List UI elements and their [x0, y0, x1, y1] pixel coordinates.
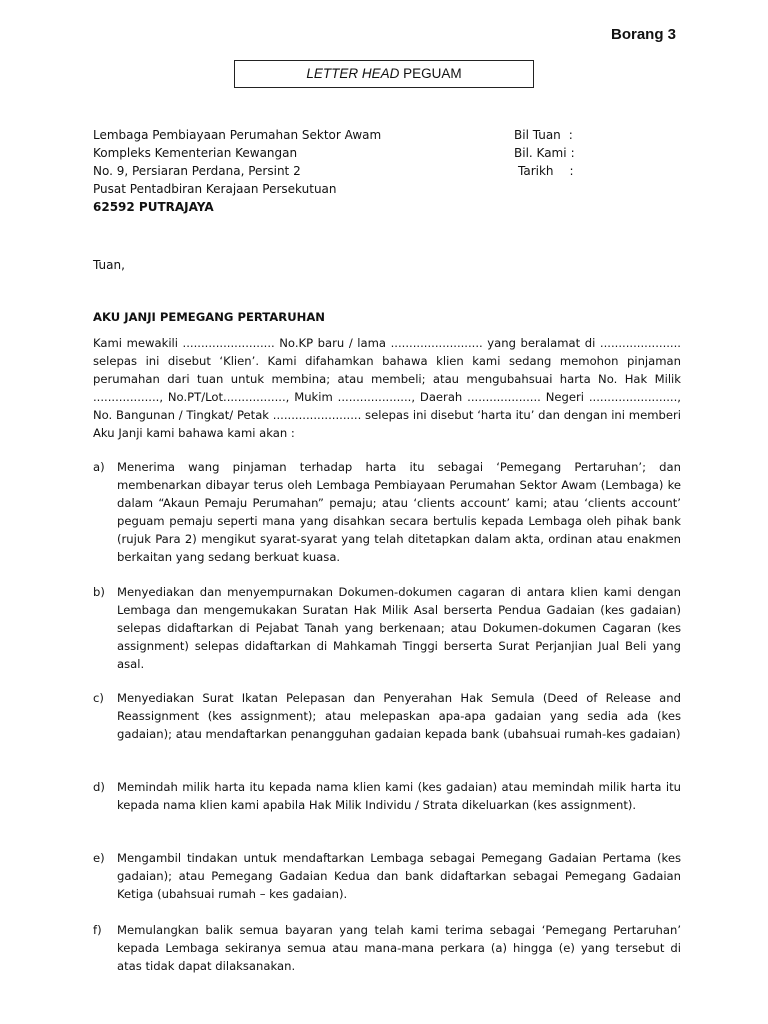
- ref-row-bil-tuan: [514, 126, 575, 144]
- salutation: Tuan,: [93, 258, 125, 272]
- clause-text: Menerima wang pinjaman terhadap harta itu sebagai ‘Pemegang Pertaruhan’; dan membenarkan dibayar terus oleh Lembaga Pembiayaan Perumahan Sektor Awam (Lembaga) ke dalam “Akaun Pemaju Perumahan” pemaju; atau ‘clients account’ kami; atau ‘clients account’ peguam pemaju seperti mana yang disahkan secara bertulis kepada Lembaga oleh pihak bank (rujuk Para 2) mengikut syarat-syarat yang telah ditetapkan dalam akta, ordinan atau enakmen berkaitan yang sedang berkuat kuasa.: [117, 460, 681, 564]
- clause-c: [93, 689, 681, 743]
- recipient-address-line: No. 9, Persiaran Perdana, Persint 2: [93, 164, 301, 178]
- clause-text: Memulangkan balik semua bayaran yang telah kami terima sebagai ‘Pemegang Pertaruhan’ kepada Lembaga sekiranya semua atau mana-mana perkara (a) hingga (e) yang tersebut di atas tidak dapat dilaksanakan.: [117, 923, 681, 973]
- recipient-address-line: Pusat Pentadbiran Kerajaan Persekutuan: [93, 182, 337, 196]
- letterhead-italic-text: LETTER HEAD: [306, 66, 400, 81]
- recipient-address: [93, 126, 381, 216]
- intro-paragraph: Kami mewakili ......................... No.KP baru / lama ......................... yang beralamat di ...................... selepas ini disebut ‘Klien’. Kami difahamkan bahawa klien kami sedang memohon pinjaman perumahan dari tuan untuk membina; atau membeli; atau mengubahsuai harta No. Hak Milik .................., No.PT/Lot................., Mukim ...................., Daerah .................... Negeri ........................, No. Bangunan / Tingkat/ Petak ........................ selepas ini disebut ‘harta itu’ dan dengan ini memberi Aku Janji kami bahawa kami akan :: [93, 336, 681, 440]
- recipient-address-line: Kompleks Kementerian Kewangan: [93, 146, 298, 160]
- bil-tuan-colon: :: [568, 128, 573, 142]
- clause-a: [93, 458, 681, 566]
- tarikh-colon: :: [569, 164, 574, 178]
- ref-row-bil-kami: [514, 144, 575, 162]
- clause-marker: b): [93, 585, 105, 599]
- clause-marker: c): [93, 691, 104, 705]
- letterhead-rest-text: PEGUAM: [399, 66, 462, 81]
- clause-marker: a): [93, 460, 105, 474]
- letterhead-placeholder-box: [234, 60, 534, 88]
- clause-f: [93, 921, 681, 975]
- bil-tuan-label: Bil Tuan: [514, 128, 561, 142]
- clause-text: Menyediakan Surat Ikatan Pelepasan dan Penyerahan Hak Semula (Deed of Release and Reassignment (kes assignment); atau melepaskan apa-apa gadaian yang sedia ada (kes gadaian); atau mendaftarkan penangguhan gadaian kepada bank (ubahsuai rumah-kes gadaian): [117, 691, 681, 741]
- tarikh-label: Tarikh: [518, 164, 554, 178]
- clause-marker: d): [93, 780, 105, 794]
- clause-text: Menyediakan dan menyempurnakan Dokumen-dokumen cagaran di antara klien kami dengan Lembaga dan mengemukakan Suratan Hak Milik Asal berserta Pendua Gadaian (kes gadaian) selepas didaftarkan di Pejabat Tanah yang berkenaan; atau Dokumen-dokumen Cagaran (kes assignment) selepas didaftarkan di Mahkamah Tinggi berserta Surat Perjanjian Jual Beli yang asal.: [117, 585, 681, 671]
- reference-block: [514, 126, 575, 180]
- form-number-label: Borang 3: [610, 26, 676, 43]
- clause-marker: f): [93, 923, 102, 937]
- recipient-address-line: Lembaga Pembiayaan Perumahan Sektor Awam: [93, 128, 382, 142]
- clause-text: Mengambil tindakan untuk mendaftarkan Lembaga sebagai Pemegang Gadaian Pertama (kes gadaian); atau Pemegang Gadaian Kedua dan bank didaftarkan sebagai Pemegang Gadaian Ketiga (ubahsuai rumah – kes gadaian).: [117, 851, 681, 901]
- clause-e: [93, 849, 681, 903]
- clause-d: [93, 778, 681, 814]
- recipient-postcode-city: 62592 PUTRAJAYA: [93, 200, 214, 214]
- ref-row-tarikh: [514, 162, 575, 180]
- clause-marker: e): [93, 851, 105, 865]
- clause-b: [93, 583, 681, 673]
- bil-kami-label: Bil. Kami: [514, 146, 567, 160]
- bil-kami-colon: :: [570, 146, 575, 160]
- clause-text: Memindah milik harta itu kepada nama klien kami (kes gadaian) atau memindah milik harta itu kepada nama klien kami apabila Hak Milik Individu / Strata dikeluarkan (kes assignment).: [117, 780, 681, 812]
- document-heading: AKU JANJI PEMEGANG PERTARUHAN: [93, 310, 325, 324]
